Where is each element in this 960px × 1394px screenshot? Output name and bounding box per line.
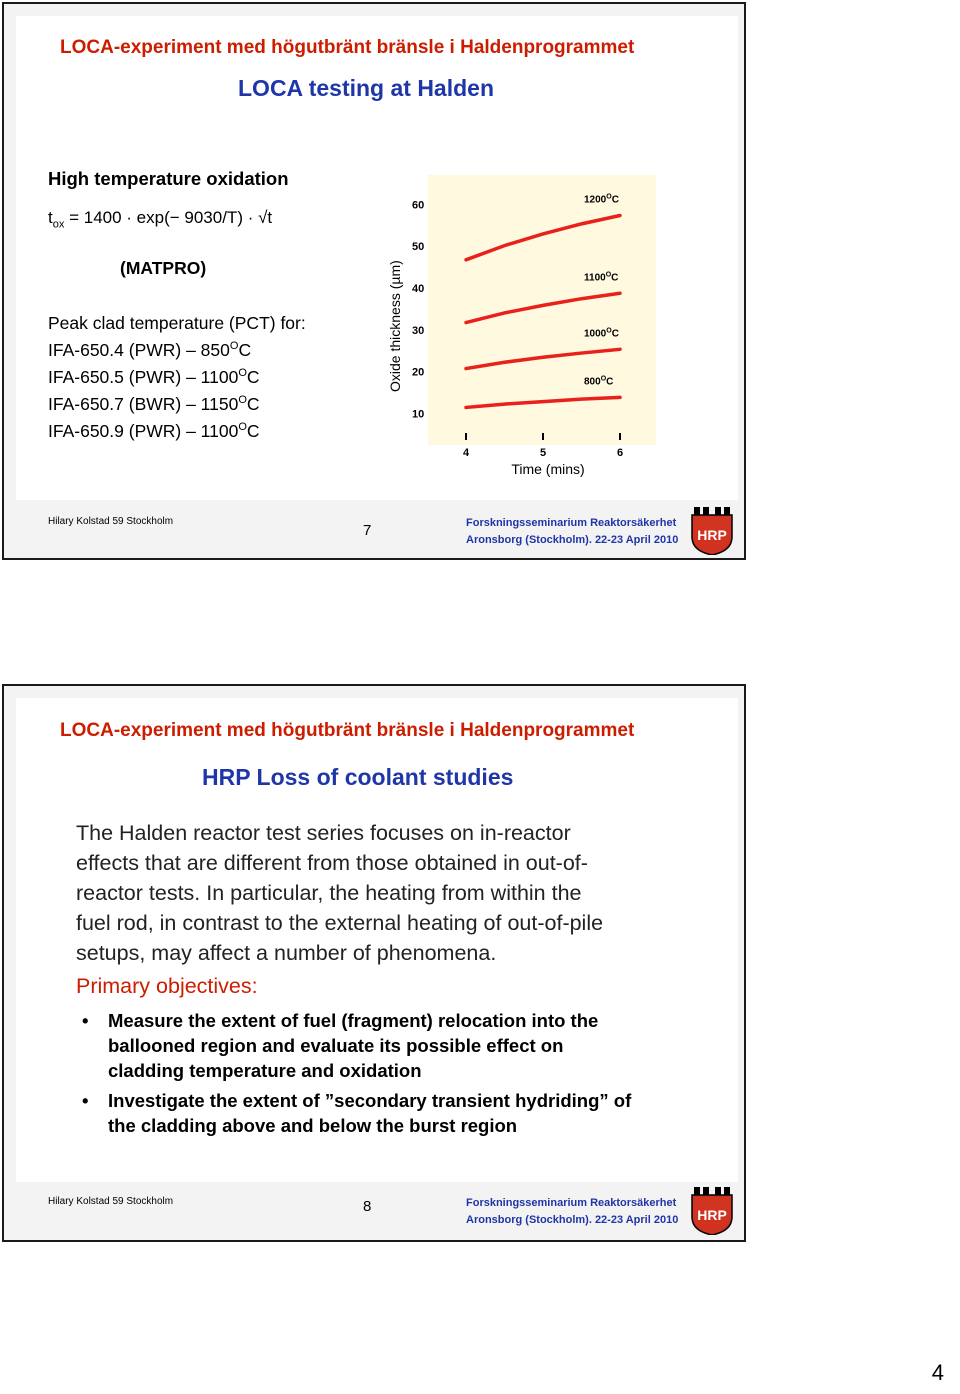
footer-event-line2: Aronsborg (Stockholm). 22-23 April 2010	[466, 1214, 679, 1226]
x-axis-label: Time (mins)	[511, 461, 585, 477]
y-tick-label: 60	[412, 199, 425, 212]
formula-lhs: t	[48, 208, 53, 227]
pct-item-text: IFA-650.9 (PWR) – 1100	[48, 421, 239, 441]
paragraph-line: reactor tests. In particular, the heating from within the	[76, 881, 582, 905]
paragraph-line: fuel rod, in contrast to the external heating of out-of-pile	[76, 911, 604, 935]
pct-item	[48, 394, 260, 415]
slide-title: HRP Loss of coolant studies	[202, 764, 514, 790]
x-tick-label: 4	[462, 447, 470, 459]
degree-sup: O	[238, 367, 247, 380]
hrp-logo	[690, 507, 734, 555]
slide-number: 8	[363, 1198, 372, 1215]
pct-heading: Peak clad temperature (PCT) for:	[48, 313, 306, 333]
footer-author: Hilary Kolstad 59 Stockholm	[48, 1196, 174, 1207]
y-ticks	[412, 199, 424, 420]
bullet-line: Investigate the extent of ”secondary transient hydriding” of	[108, 1090, 632, 1111]
matpro-label: (MATPRO)	[120, 258, 207, 278]
pct-item-text: IFA-650.4 (PWR) – 850	[48, 340, 230, 360]
footer-event-line1: Forskningsseminarium Reaktorsäkerhet	[466, 1197, 677, 1209]
bullet-item	[82, 1088, 702, 1138]
series-label: $800^OC$	[584, 375, 614, 388]
unit: C	[238, 340, 252, 360]
chart-background	[428, 175, 656, 445]
pct-item	[48, 340, 251, 361]
unit: C	[246, 394, 260, 414]
paragraph-line: setups, may affect a number of phenomena.	[76, 941, 497, 965]
bullet-dot: •	[82, 1090, 89, 1111]
hrp-logo	[690, 1187, 734, 1235]
logo-text: HRP	[697, 527, 727, 543]
unit: C	[246, 421, 260, 441]
oxide-thickness-chart	[378, 170, 688, 480]
page-number: 4	[931, 1360, 944, 1385]
y-tick-label: 20	[412, 366, 425, 379]
degree-sup: O	[238, 421, 247, 434]
series-label: $1200^OC$	[584, 193, 619, 206]
bullet-line: the cladding above and below the burst region	[108, 1115, 518, 1136]
oxidation-formula	[48, 208, 272, 230]
paragraph-line: effects that are different from those obtained in out-of-	[76, 851, 588, 875]
bullet-item	[82, 1008, 702, 1083]
slide-number: 7	[363, 522, 372, 539]
series-label: $1100^OC$	[584, 271, 619, 284]
slide-supertitle: LOCA-experiment med högutbränt bränsle i Haldenprogrammet	[60, 720, 635, 741]
objectives-heading: Primary objectives:	[76, 974, 258, 998]
x-tick-label: 5	[539, 447, 547, 459]
x-tick-label: 6	[616, 447, 624, 459]
footer-event	[466, 1195, 678, 1229]
footer-event-line2: Aronsborg (Stockholm). 22-23 April 2010	[466, 534, 679, 546]
unit: C	[246, 367, 260, 387]
y-tick-label: 10	[412, 408, 425, 421]
pct-item-text: IFA-650.5 (PWR) – 1100	[48, 367, 239, 387]
bullet-line: ballooned region and evaluate its possible effect on	[108, 1035, 564, 1056]
footer-event-line1: Forskningsseminarium Reaktorsäkerhet	[466, 517, 677, 529]
bullet-line: Measure the extent of fuel (fragment) relocation into the	[108, 1010, 599, 1031]
pct-item	[48, 367, 260, 388]
y-tick-label: 30	[412, 324, 425, 337]
y-tick-label: 40	[412, 283, 425, 295]
section-heading: High temperature oxidation	[48, 168, 289, 189]
slide-title: LOCA testing at Halden	[238, 75, 494, 101]
slide-supertitle: LOCA-experiment med högutbränt bränsle i Haldenprogrammet	[60, 37, 635, 58]
footer-author: Hilary Kolstad 59 Stockholm	[48, 516, 174, 527]
y-tick-label: 50	[412, 241, 425, 254]
bullet-dot: •	[82, 1010, 89, 1031]
pct-item	[48, 421, 260, 442]
series-label: $1000^OC$	[584, 327, 619, 340]
formula-rhs: = 1400 · exp(− 9030/T) · √t	[69, 208, 273, 227]
degree-sup: O	[238, 394, 247, 407]
y-axis-label: Oxide thickness (µm)	[387, 260, 403, 392]
bullet-line: cladding temperature and oxidation	[108, 1060, 422, 1081]
formula-lhs-subscript: ox	[52, 218, 65, 231]
pct-item-text: IFA-650.7 (BWR) – 1150	[48, 394, 239, 414]
body-paragraph	[76, 818, 696, 968]
degree-sup: O	[229, 340, 239, 353]
footer-event	[466, 515, 678, 549]
logo-text: HRP	[697, 1207, 727, 1223]
paragraph-line: The Halden reactor test series focuses on in-reactor	[76, 821, 571, 845]
